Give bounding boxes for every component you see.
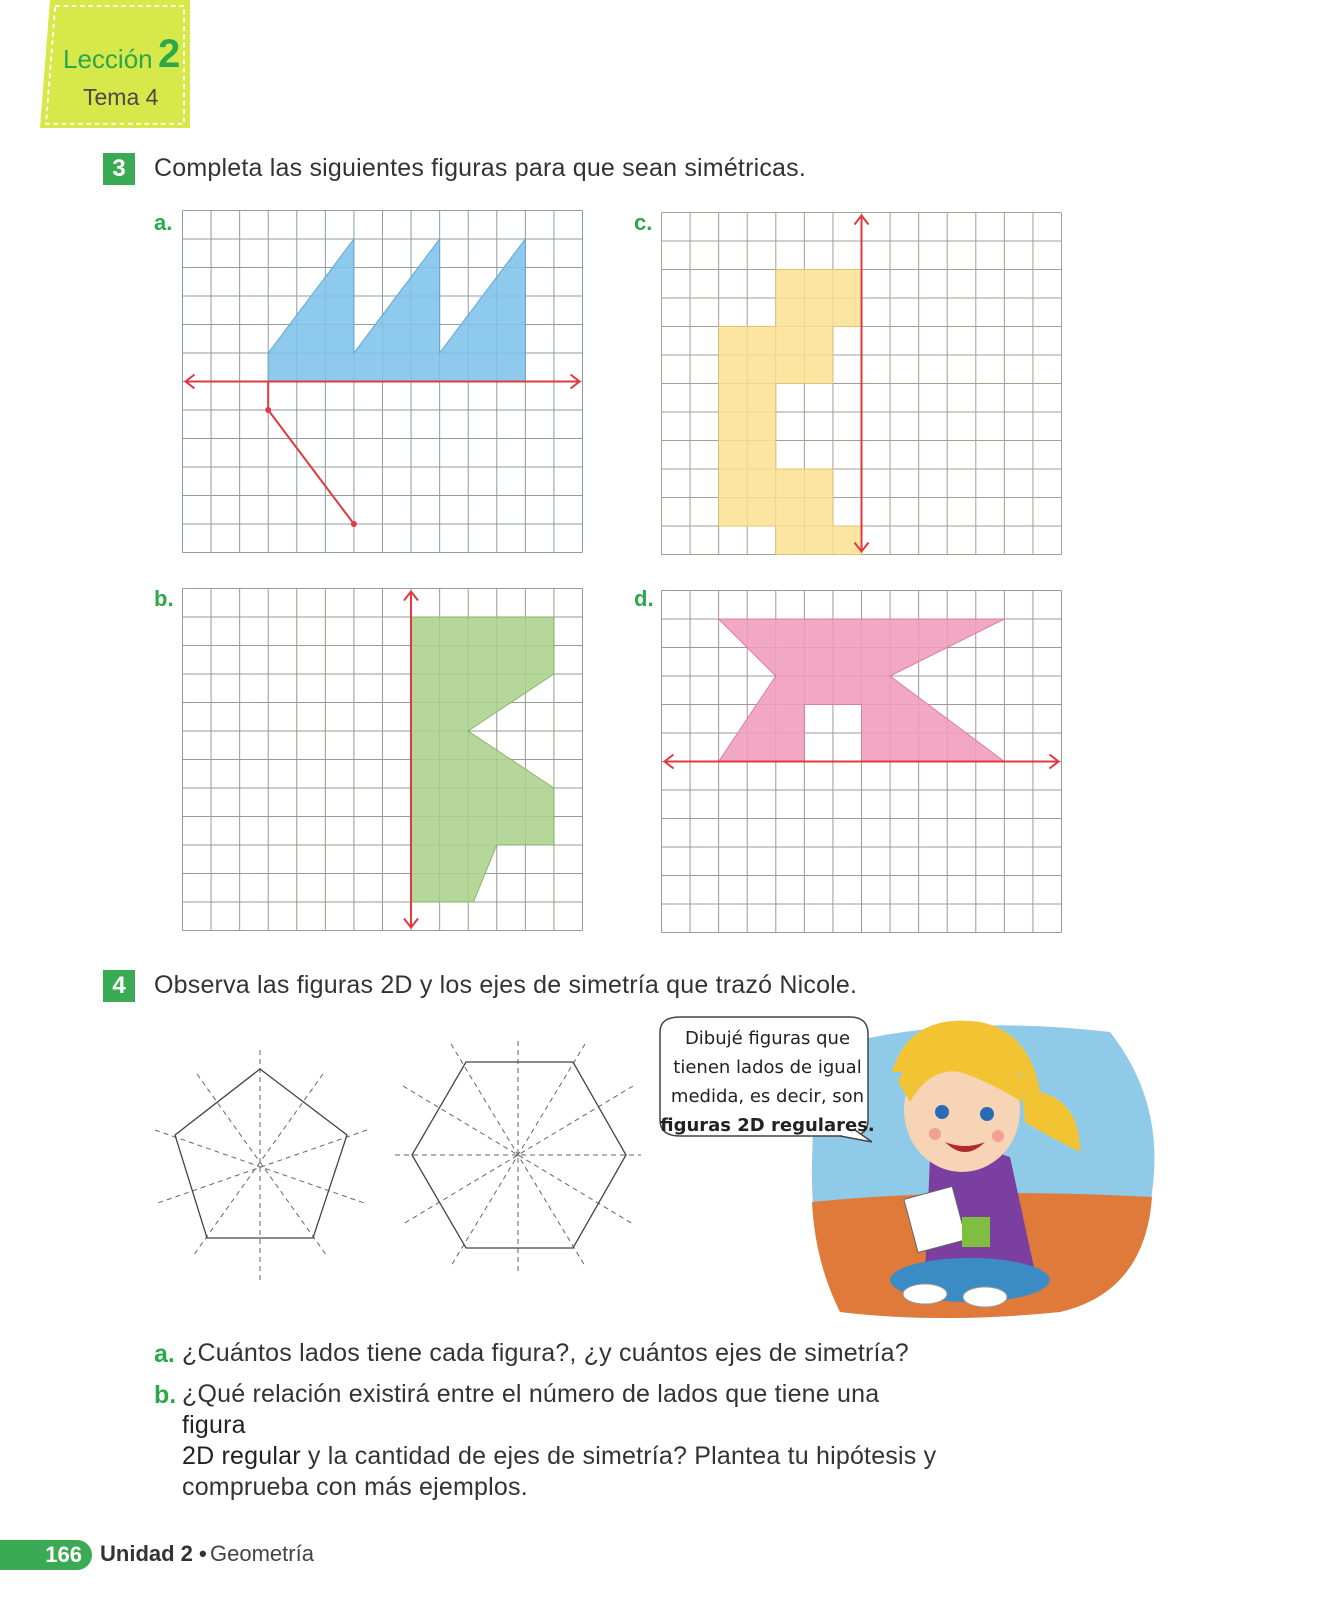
question-b-letter: b. [154,1381,177,1409]
figure-a-letter: a. [154,210,173,235]
lesson-word: Lección [63,44,153,74]
regular-pentagon-figure [145,1048,375,1288]
grid-c [661,212,1062,555]
question-b-text [182,1379,942,1503]
page-number-badge [0,1540,92,1570]
lesson-number: 2 [158,32,181,76]
bubble-line-2: tienen lados de igual [673,1057,862,1078]
lesson-tab [40,0,195,132]
figure-d-letter: d. [634,586,654,611]
exercise-3-number: 3 [103,153,135,185]
bubble-line-1: Dibujé figuras que [684,1028,851,1049]
question-b-line2: y la cantidad de ejes de simetría? Plantea tu hipótesis y [300,1442,937,1470]
figure-a-reflection-start [268,382,354,525]
figure-c-letter: c. [634,210,653,235]
bubble-line-3: medida, es decir, son [670,1086,865,1107]
question-b-line3: comprueba con más ejemplos. [182,1473,528,1501]
exercise-4-number: 4 [103,970,135,1002]
footer-topic: Geometría [210,1541,314,1566]
unit-label: Unidad 2 [100,1541,193,1566]
footer-separator: • [199,1541,207,1566]
question-a-text: ¿Cuántos lados tiene cada figura?, ¿y cuántos ejes de simetría? [182,1339,909,1367]
question-b-term-2: 2D regular [182,1442,301,1470]
exercise-3-instruction: Completa las siguientes figuras para que sean simétricas. [154,154,807,182]
question-a-letter: a. [154,1340,175,1368]
grid-a [182,210,583,553]
figure-a-shape [268,239,525,382]
page-number: 166 [45,1542,82,1567]
question-b-line1: ¿Qué relación existirá entre el número de lados que tiene una [182,1380,880,1408]
footer-unit [100,1541,207,1567]
grid-d [661,590,1062,933]
grid-b [182,588,583,931]
regular-hexagon-figure [393,1036,643,1286]
figure-b-letter: b. [154,586,174,611]
speech-bubble-text [660,1024,875,1140]
exercise-4-instruction: Observa las figuras 2D y los ejes de simetría que trazó Nicole. [154,971,858,999]
question-b-term-1: figura [182,1411,246,1439]
bubble-line-4: figuras 2D regulares. [660,1115,875,1136]
topic-label: Tema 4 [83,84,159,110]
